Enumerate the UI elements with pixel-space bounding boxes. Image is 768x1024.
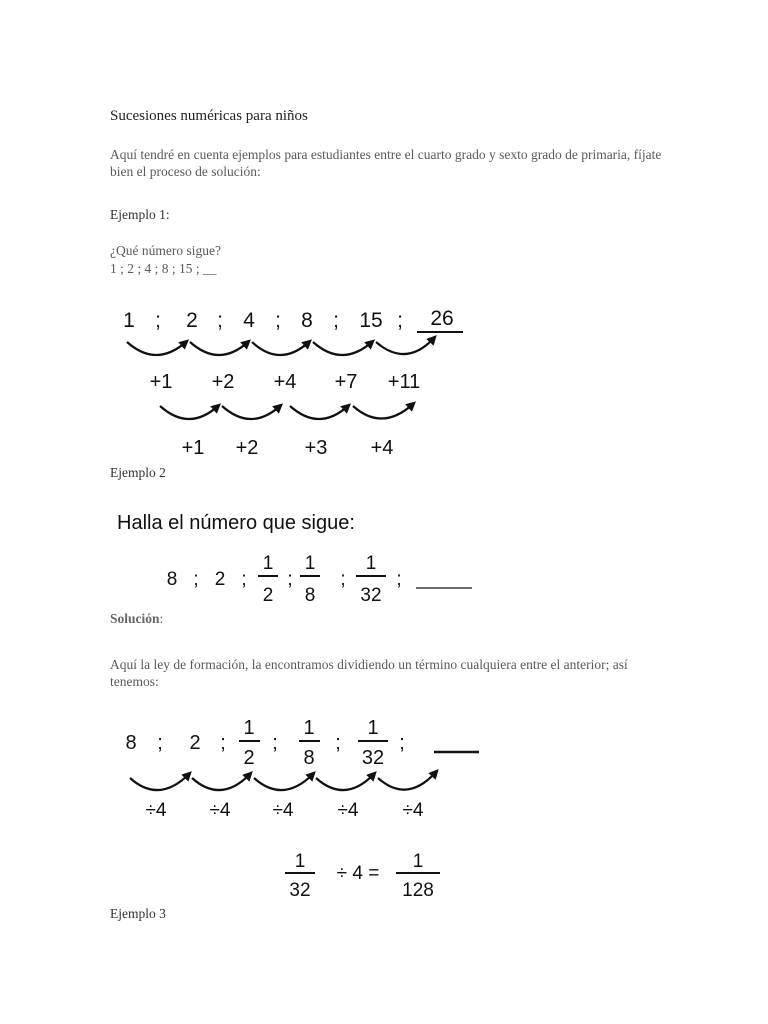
f1-arrow-6 xyxy=(160,406,218,419)
f3-arrow-5 xyxy=(378,772,436,790)
ejemplo-3-label: Ejemplo 3 xyxy=(110,906,166,921)
f3-arrow-3 xyxy=(254,774,313,790)
f2-term-2: 2 xyxy=(214,569,226,590)
f3-frac-5-den: 32 xyxy=(361,747,385,769)
intro-paragraph: Aquí tendré en cuenta ejemplos para estudiantes entre el cuarto grado y sexto grado de primaria, fíjate bien el proceso de solución: xyxy=(110,147,662,179)
f3-frac-4-num: 1 xyxy=(303,717,315,739)
f1-arrow-2 xyxy=(190,342,248,355)
figure-1-sequence-diagram xyxy=(110,298,490,463)
f2-frac-3-den: 2 xyxy=(262,585,274,606)
f2-term-1: 8 xyxy=(166,569,178,590)
f2-sep-4: ; xyxy=(340,569,346,590)
f2-heading: Halla el número que sigue: xyxy=(117,512,355,534)
f1-second-diff-3: +3 xyxy=(304,437,328,459)
f3-calc-den: 32 xyxy=(289,880,311,901)
f1-arrow-5 xyxy=(376,338,434,354)
f2-frac-3-num: 1 xyxy=(262,553,274,574)
f3-frac-3-den: 2 xyxy=(243,747,255,769)
ejemplo-1-label xyxy=(110,207,170,223)
f3-sep-5: ; xyxy=(399,732,405,754)
f1-arrow-3 xyxy=(252,342,309,355)
f1-sep-2: ; xyxy=(217,309,223,332)
ejemplo-1-question: ¿Qué número sigue? xyxy=(110,243,221,258)
f3-frac-4-den: 8 xyxy=(303,747,315,769)
f3-term-2: 2 xyxy=(189,732,201,754)
f1-diff-2: +2 xyxy=(211,371,235,393)
f2-frac-5-num: 1 xyxy=(365,553,377,574)
f3-sep-4: ; xyxy=(335,732,341,754)
f1-term-4: 8 xyxy=(301,309,313,332)
f1-diff-4: +7 xyxy=(334,371,358,393)
figure-2-problem xyxy=(110,505,490,610)
f2-sep-1: ; xyxy=(193,569,199,590)
f1-sep-5: ; xyxy=(397,309,403,332)
solucion-colon: : xyxy=(159,611,164,626)
ejemplo-1-label-text: Ejemplo 1 xyxy=(110,207,166,222)
figure-3-solution-diagram xyxy=(110,712,490,907)
f1-arrow-7 xyxy=(222,406,280,419)
f3-arrow-2 xyxy=(192,774,250,790)
page-title: Sucesiones numéricas para niños xyxy=(110,108,308,124)
solucion-label-text: Solución xyxy=(110,611,160,626)
f2-sep-2: ; xyxy=(241,569,247,590)
f1-term-3: 4 xyxy=(243,309,255,332)
f1-second-diff-2: +2 xyxy=(235,437,259,459)
f3-sep-3: ; xyxy=(272,732,278,754)
f2-frac-5-den: 32 xyxy=(360,585,382,606)
f1-sep-1: ; xyxy=(155,309,161,332)
f1-answer: 26 xyxy=(430,307,454,330)
ejemplo-2-label: Ejemplo 2 xyxy=(110,465,166,480)
f1-term-2: 2 xyxy=(186,309,198,332)
f3-op-4: ÷4 xyxy=(337,800,359,821)
f3-frac-3-num: 1 xyxy=(243,717,255,739)
f3-frac-5-num: 1 xyxy=(367,717,379,739)
f1-sep-3: ; xyxy=(275,309,281,332)
f3-calc-num: 1 xyxy=(294,851,306,872)
f3-result-den: 128 xyxy=(402,880,434,901)
f1-second-diff-4: +4 xyxy=(370,437,394,459)
f3-result-num: 1 xyxy=(412,851,424,872)
f1-second-diff-1: +1 xyxy=(181,437,205,459)
f2-sep-5: ; xyxy=(396,569,402,590)
f3-sep-2: ; xyxy=(220,732,226,754)
f1-term-1: 1 xyxy=(123,309,135,332)
f1-term-5: 15 xyxy=(359,309,383,332)
solucion-label xyxy=(110,611,163,627)
solucion-paragraph: Aquí la ley de formación, la encontramos dividiendo un término cualquiera entre el anterior; así tenemos: xyxy=(110,657,628,689)
f1-diff-1: +1 xyxy=(149,371,173,393)
f1-arrow-4 xyxy=(313,342,372,355)
f1-diff-5: +11 xyxy=(387,371,421,393)
f1-arrow-8 xyxy=(290,406,348,419)
f3-arrow-1 xyxy=(130,774,189,790)
f1-sep-4: ; xyxy=(333,309,339,332)
f3-calc-op: ÷ 4 = xyxy=(336,863,380,884)
ejemplo-1-colon: : xyxy=(165,207,170,222)
f3-sep-1: ; xyxy=(157,732,163,754)
ejemplo-1-sequence: 1 ; 2 ; 4 ; 8 ; 15 ; __ xyxy=(110,261,217,276)
f3-term-1: 8 xyxy=(125,732,137,754)
f3-op-2: ÷4 xyxy=(209,800,231,821)
f3-op-1: ÷4 xyxy=(145,800,167,821)
f1-arrow-9 xyxy=(353,404,413,419)
f3-op-5: ÷4 xyxy=(402,800,424,821)
f2-frac-4-den: 8 xyxy=(304,585,316,606)
f3-arrow-4 xyxy=(316,774,374,790)
f2-frac-4-num: 1 xyxy=(304,553,316,574)
f3-op-3: ÷4 xyxy=(272,800,294,821)
f2-sep-3: ; xyxy=(287,569,293,590)
f1-diff-3: +4 xyxy=(273,371,297,393)
f1-arrow-1 xyxy=(127,342,186,355)
